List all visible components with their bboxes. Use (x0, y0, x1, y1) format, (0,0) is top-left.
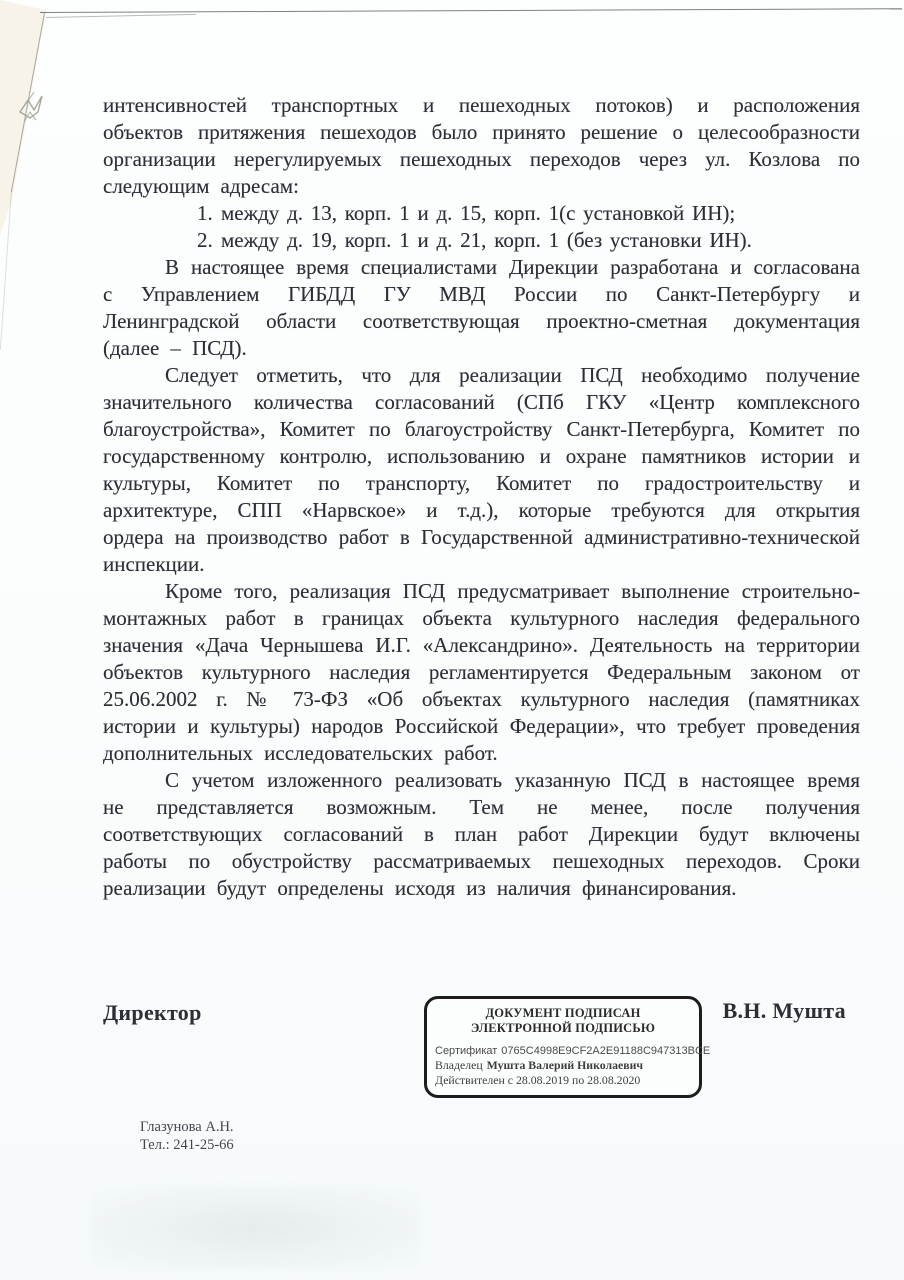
signer-title: Директор (103, 1000, 202, 1025)
owner-name: Мушта Валерий Николаевич (486, 1058, 644, 1072)
paragraph-psd: В настоящее время специалистами Дирекции разработана и согласована с Управлением ГИБДД ГУ МВД России по Санкт-Петербургу и Ленинградской области соответствующая проектно-сметная документация (далее – ПСД). (103, 255, 860, 360)
stamp-certificate-line (435, 1044, 711, 1058)
address-list-item (103, 227, 860, 254)
page-edge-line (40, 8, 902, 13)
staple-mark-artifact (14, 82, 60, 130)
paragraph-approvals: Следует отметить, что для реализации ПСД необходимо получение значительного количества согласований (СПб ГКУ «Центр комплексного благоустройства», Комитет по благоустройству Санкт-Петербурга, Комитет по государственному контролю, использованию и охране памятников истории и культуры, Комитет по транспорту, Комитет по градостроительству и архитектуре, СПП «Нарвское» и т.д.), которые требуются для открытия ордера на производство работ в Государственной административно-технической инспекции. (103, 363, 860, 576)
list-item-text: между д. 13, корп. 1 и д. 15, корп. 1(с установкой ИН); (221, 201, 736, 225)
owner-label: Владелец (435, 1058, 483, 1072)
certificate-value: 0765C4998E9CF2A2E91188C947313BCE (501, 1045, 711, 1057)
e-signature-stamp (424, 996, 711, 1098)
stamp-title-line2: ЭЛЕКТРОННОЙ ПОДПИСЬЮ (470, 1021, 656, 1035)
signer-name: В.Н. Мушта (722, 998, 846, 1023)
letter-body (103, 92, 860, 902)
paragraph-heritage: Кроме того, реализация ПСД предусматривает выполнение строительно-монтажных работ в границах объекта культурного наследия федерального значения «Дача Чернышева И.Г. «Александрино». Деятельность на территории объектов культурного наследия регламентируется Федеральным законом от 25.06.2002 г. № 73-ФЗ «Об объектах культурного наследия (памятниках истории и культуры) народов Российской Федерации», что требует проведения дополнительных исследовательских работ. (103, 579, 860, 765)
stamp-owner-line (435, 1058, 691, 1073)
certificate-label: Сертификат (435, 1045, 498, 1057)
address-list-item (103, 200, 860, 227)
contact-name: Глазунова А.Н. (140, 1119, 234, 1135)
executor-contact (140, 1119, 234, 1154)
stamp-title (435, 1006, 691, 1036)
page-edge-line-secondary (46, 14, 196, 18)
paragraph-conclusion: С учетом изложенного реализовать указанную ПСД в настоящее время не представляется возможным. Тем не менее, после получения соответствующих согласований в план работ Дирекции будут включены работы по обустройству рассматриваемых пешеходных переходов. Сроки реализации будут определены исходя из наличия финансирования. (103, 768, 860, 900)
stamp-title-line1: ДОКУМЕНТ ПОДПИСАН (485, 1006, 641, 1020)
list-item-text: между д. 19, корп. 1 и д. 21, корп. 1 (без установки ИН). (221, 228, 752, 252)
address-list (103, 200, 860, 254)
contact-phone: Тел.: 241-25-66 (140, 1136, 234, 1153)
list-item-number: 1. (197, 201, 213, 225)
scan-smudge-artifact (90, 1185, 420, 1270)
list-item-number: 2. (197, 228, 213, 252)
stamp-validity-line: Действителен с 28.08.2019 по 28.08.2020 (435, 1072, 641, 1087)
paragraph-intro: интенсивностей транспортных и пешеходных потоков) и расположения объектов притяжения пешеходов было принято решение о целесообразности организации нерегулируемых пешеходных переходов через ул. Козлова по следующим адресам: (103, 93, 860, 198)
